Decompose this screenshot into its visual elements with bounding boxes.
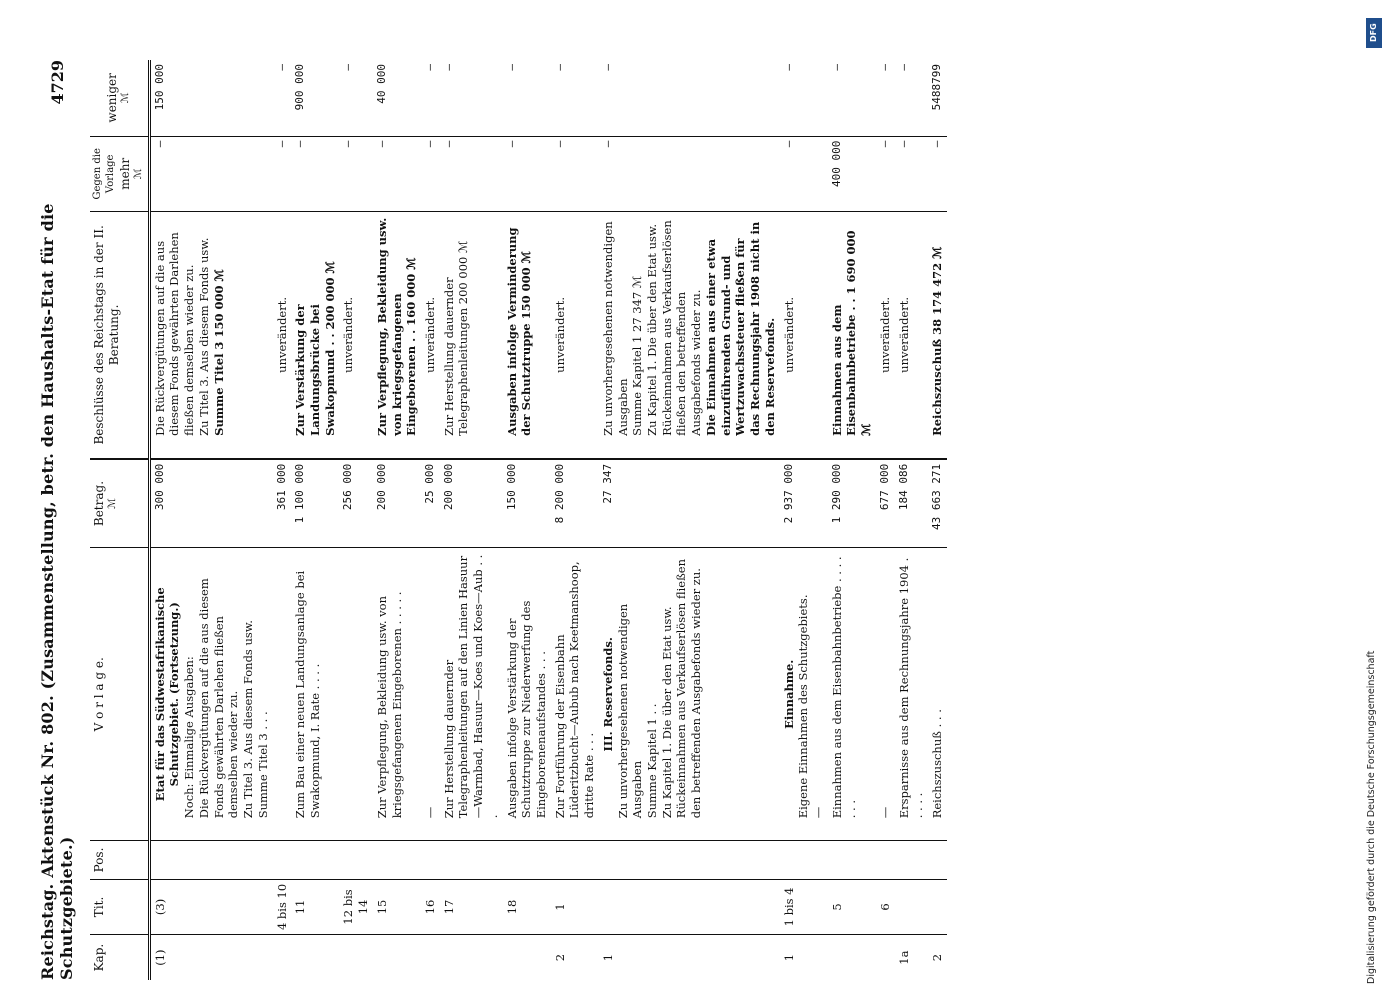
beschluss-line: unverändert. (422, 296, 437, 373)
document-page (40, 50, 1330, 990)
cell-kap (421, 935, 440, 980)
cell-pos (503, 841, 551, 879)
digitization-note (1362, 10, 1383, 1000)
cell-tit: 18 (503, 879, 551, 935)
cell-mehr: — (149, 136, 272, 211)
beschluss-line: Summe Titel 3 150 000 ℳ (211, 269, 226, 436)
cell-betrag: 361 000 (273, 459, 292, 548)
col-gegen-label: Gegen die Vorlage (92, 148, 116, 200)
vorlage-line: III. Reservefonds. (600, 637, 615, 752)
col-kap: Kap. (90, 935, 149, 980)
cell-betrag: 25 000 (421, 459, 440, 548)
cell-betrag: 677 000 (876, 459, 895, 548)
cell-vorlage (928, 548, 947, 841)
vorlage-line: Eigene Einnahmen des Schutzgebiets. (796, 594, 811, 819)
cell-pos (149, 841, 272, 879)
cell-betrag: 2 937 000 (780, 459, 828, 548)
vorlage-line: Ersparnisse aus dem Rechnungsjahre 1904 . . . . . (896, 557, 926, 819)
cell-tit: 16 (421, 879, 440, 935)
cell-kap (440, 935, 503, 980)
cell-beschluss (421, 211, 440, 458)
cell-weniger: — (274, 64, 288, 71)
beschluss-line: unverändert. (274, 296, 289, 373)
cell-beschluss (895, 211, 928, 458)
beschluss-line: Zur Verstärkung der Landungsbrücke bei Swakopmund . . 200 000 ℳ (293, 261, 337, 436)
cell-betrag: 1 290 000 (828, 459, 876, 548)
cell-weniger: — (600, 64, 614, 71)
cell-kap: (1) (149, 935, 272, 980)
cell-beschluss (373, 211, 421, 458)
vorlage-line: Zu unvorhergesehenen notwendigen Ausgaben (615, 603, 645, 819)
cell-mehr: 400 000 (828, 136, 876, 211)
cell-kap: 2 (928, 935, 947, 980)
col-beschluesse: Beschlüsse des Reichstags in der II. Beratung. (90, 211, 149, 458)
cell-tit: 5 (828, 879, 876, 935)
vorlage-line: Ausgaben infolge Verstärkung der Schutztruppe zur Niederwerfung des Eingeborenenaufstandes . . . (504, 600, 548, 819)
beschluss-line: unverändert. (341, 296, 356, 373)
cell-vorlage (373, 548, 421, 841)
beschluss-line: Zu Kapitel 1. Die über den Etat usw. (645, 223, 660, 436)
table-row (876, 60, 895, 980)
cell-weniger: — (341, 64, 355, 71)
table-row (551, 60, 599, 980)
cell-weniger: 40 000 (374, 64, 388, 104)
cell-vorlage (895, 548, 928, 841)
cell-mehr: — (895, 136, 928, 211)
cell-beschluss (551, 211, 599, 458)
page-title: Reichstag. Aktenstück Nr. 802. (Zusammenstellung, betr. den Haushalts-Etat für die Schutzgebiete.) (38, 203, 76, 980)
cell-kap (339, 935, 372, 980)
cell-vorlage (149, 548, 272, 841)
cell-tit: 6 (876, 879, 895, 935)
table-row (780, 60, 828, 980)
cell-pos (876, 841, 895, 879)
cell-vorlage (273, 548, 292, 841)
col-mehr-label: mehr (117, 157, 132, 190)
cell-betrag: 27 347 (599, 459, 780, 548)
beschluss-line: Einnahmen aus dem Eisenbahnbetriebe . . 1 690 000 ℳ (829, 230, 874, 436)
cell-tit: 4 bis 10 (273, 879, 292, 935)
beschluss-line: unverändert. (896, 296, 911, 373)
cell-beschluss (876, 211, 895, 458)
col-tit: Tit. (90, 879, 149, 935)
vorlage-line: Noch: Einmalige Ausgaben: (182, 656, 197, 819)
cell-kap: 1 (780, 935, 828, 980)
cell-pos (440, 841, 503, 879)
cell-tit: 15 (373, 879, 421, 935)
vorlage-line: Einnahme. (781, 659, 796, 729)
cell-pos (373, 841, 421, 879)
vorlage-line: — (810, 806, 825, 819)
cell-mehr: — (503, 136, 551, 211)
cell-pos (421, 841, 440, 879)
cell-kap: 1 (599, 935, 780, 980)
cell-vorlage (780, 548, 828, 841)
cell-tit: (3) (149, 879, 272, 935)
cell-kap: 1a (895, 935, 928, 980)
table-row (273, 60, 292, 980)
cell-pos (273, 841, 292, 879)
vorlage-line: Zur Verpflegung, Bekleidung usw. von kriegsgefangenen Eingeborenen . . . . . (374, 591, 404, 819)
cell-pos (599, 841, 780, 879)
cell-betrag: 256 000 (339, 459, 372, 548)
cell-kap (373, 935, 421, 980)
col-pos: Pos. (90, 841, 149, 879)
vorlage-line: Zu Kapitel 1. Die über den Etat usw. (659, 606, 674, 819)
cell-pos (828, 841, 876, 879)
beschluss-line: Summe Kapitel 1 27 347 ℳ (630, 275, 645, 436)
col-weniger-label: weniger (104, 73, 119, 123)
beschluss-line: Zur Verpflegung, Bekleidung usw. von kriegsgefangenen Eingeborenen . . 160 000 ℳ (374, 217, 419, 436)
cell-vorlage (291, 548, 339, 841)
page-header (40, 60, 74, 980)
vorlage-line: Zur Fortführung der Eisenbahn Lüderitzbucht—Aubub nach Keetmanshoop, dritte Rate . . . (552, 561, 597, 819)
cell-betrag: 43 663 271 (928, 459, 947, 548)
cell-weniger: — (896, 64, 910, 71)
beschluss-line: Rückeinnahmen aus Verkaufserlösen fließen den betreffenden Ausgabefonds wieder zu. (659, 220, 704, 436)
beschluss-line: Zu Titel 3. Aus diesem Fonds usw. (196, 237, 211, 436)
cell-mehr: — (780, 136, 828, 211)
cell-vorlage (599, 548, 780, 841)
cell-weniger: — (504, 64, 518, 71)
cell-kap (828, 935, 876, 980)
vorlage-line: — (422, 806, 437, 819)
table-row (828, 60, 876, 980)
digitization-text: Digitalisierung gefördert durch die Deutsche Forschungsgemeinschaft (1366, 650, 1377, 984)
cell-tit: 12 bis 14 (339, 879, 372, 935)
cell-beschluss (828, 211, 876, 458)
beschluss-line: unverändert. (877, 296, 892, 373)
cell-vorlage (440, 548, 503, 841)
cell-tit (599, 879, 780, 935)
cell-beschluss (149, 211, 272, 458)
cell-tit (928, 879, 947, 935)
cell-tit: 11 (291, 879, 339, 935)
cell-weniger: — (552, 64, 566, 71)
table-row (928, 60, 947, 980)
vorlage-line: Summe Titel 3 . . . (255, 711, 270, 819)
vorlage-line: Etat für das Südwestafrikanische Schutzgebiet. (Fortsetzung.) (152, 587, 182, 802)
cell-weniger: — (829, 64, 843, 71)
cell-betrag: 184 086 (895, 459, 928, 548)
table-body (149, 60, 946, 980)
cell-tit: 1 bis 4 (780, 879, 828, 935)
cell-pos (551, 841, 599, 879)
cell-vorlage (876, 548, 895, 841)
cell-pos (928, 841, 947, 879)
cell-beschluss (339, 211, 372, 458)
col-betrag (90, 459, 149, 548)
cell-weniger: — (422, 64, 436, 71)
table-row (895, 60, 928, 980)
dfg-logo: DFG (1366, 18, 1382, 48)
beschluss-line: Zur Herstellung dauernder Telegraphenleitungen 200 000 ℳ (441, 240, 471, 436)
vorlage-line: Zu Titel 3. Aus diesem Fonds usw. (241, 620, 256, 819)
cell-kap: 2 (551, 935, 599, 980)
cell-tit: 1 (551, 879, 599, 935)
cell-mehr: — (273, 136, 292, 211)
col-gegen-label-2 (92, 64, 105, 132)
cell-mehr: — (373, 136, 421, 211)
vorlage-line: Zur Herstellung dauernder Telegraphenleitungen auf den Linien Hasuur—Warmbad, Hasuur—Koes und Koes—Aub . . . (441, 554, 500, 819)
table-row (291, 60, 339, 980)
cell-betrag: 1 100 000 (291, 459, 339, 548)
cell-vorlage (503, 548, 551, 841)
beschluss-line: unverändert. (552, 296, 567, 373)
cell-mehr: — (291, 136, 339, 211)
vorlage-line: Die Rückvergütungen auf die aus diesem Fonds gewährten Darlehen fließen demselben wieder zu. (196, 578, 241, 819)
beschluss-line: unverändert. (781, 296, 796, 373)
cell-kap (503, 935, 551, 980)
cell-vorlage (421, 548, 440, 841)
cell-betrag: 200 000 (373, 459, 421, 548)
beschluss-line: Die Einnahmen aus einer etwa einzuführenden Grund- und Wertzuwachssteuer fließen für das Rechnungsjahr 1908 nicht in den Reservefonds. (703, 221, 777, 436)
cell-kap (291, 935, 339, 980)
cell-tit: 17 (440, 879, 503, 935)
cell-kap (273, 935, 292, 980)
beschluss-line: Zu unvorhergesehenen notwendigen Ausgaben (600, 221, 630, 436)
col-betrag-label: Betrag. (92, 480, 106, 527)
vorlage-line: Rückeinnahmen aus Verkaufserlösen fließen den betreffenden Ausgabefonds wieder zu. (674, 558, 704, 819)
cell-mehr: — (421, 136, 440, 211)
cell-pos (895, 841, 928, 879)
vorlage-line: Einnahmen aus dem Eisenbahnbetriebe . . . . . . . (829, 556, 859, 819)
cell-beschluss (273, 211, 292, 458)
cell-mehr: — (599, 136, 780, 211)
cell-vorlage (551, 548, 599, 841)
cell-tit (895, 879, 928, 935)
table-row (440, 60, 503, 980)
cell-beschluss (440, 211, 503, 458)
cell-beschluss (503, 211, 551, 458)
vorlage-line: Reichszuschuß . . . (929, 709, 944, 819)
beschluss-line: Die Rückvergütungen auf die aus diesem Fonds gewährten Darlehen fließen demselben wieder zu. (152, 232, 197, 436)
cell-beschluss (928, 211, 947, 458)
budget-table (90, 60, 947, 980)
cell-betrag: 150 000 (503, 459, 551, 548)
cell-weniger: — (781, 64, 795, 71)
cell-weniger: 900 000 (293, 64, 307, 111)
col-vorlage: V o r l a g e. (90, 548, 149, 841)
col-betrag-unit: ℳ (107, 498, 119, 509)
cell-vorlage (828, 548, 876, 841)
cell-beschluss (780, 211, 828, 458)
cell-weniger: 150 000 (152, 64, 166, 111)
cell-weniger: — (877, 64, 891, 71)
table-row (421, 60, 440, 980)
table-row (339, 60, 372, 980)
cell-pos (291, 841, 339, 879)
cell-betrag: 300 000 (149, 459, 272, 548)
cell-mehr: — (928, 136, 947, 211)
cell-beschluss (599, 211, 780, 458)
cell-vorlage (339, 548, 372, 841)
cell-weniger: 5488799 (929, 64, 943, 111)
table-row (503, 60, 551, 980)
cell-pos (780, 841, 828, 879)
table-header (90, 60, 149, 980)
cell-mehr: — (551, 136, 599, 211)
cell-betrag: 200 000 (440, 459, 503, 548)
col-mehr (90, 136, 149, 211)
col-mehr-unit: ℳ (132, 168, 144, 180)
table-row (373, 60, 421, 980)
cell-pos (339, 841, 372, 879)
vorlage-line: Zum Bau einer neuen Landungsanlage bei Swakopmund, I. Rate . . . . (293, 570, 322, 819)
cell-betrag: 8 200 000 (551, 459, 599, 548)
cell-beschluss (291, 211, 339, 458)
cell-kap (876, 935, 895, 980)
col-weniger (90, 60, 149, 136)
table-row (149, 60, 272, 980)
page-number: 4729 (47, 60, 67, 105)
beschluss-line: Ausgaben infolge Verminderung der Schutztruppe 150 000 ℳ (504, 227, 534, 436)
vorlage-line: Summe Kapitel 1 . . (645, 703, 660, 819)
cell-mehr: — (339, 136, 372, 211)
vorlage-line: — (877, 806, 892, 819)
table-row (599, 60, 780, 980)
cell-weniger: — (441, 64, 455, 71)
cell-mehr: — (876, 136, 895, 211)
col-weniger-unit: ℳ (120, 92, 132, 104)
cell-mehr: — (440, 136, 503, 211)
beschluss-line: Reichszuschuß 38 174 472 ℳ (929, 246, 944, 436)
